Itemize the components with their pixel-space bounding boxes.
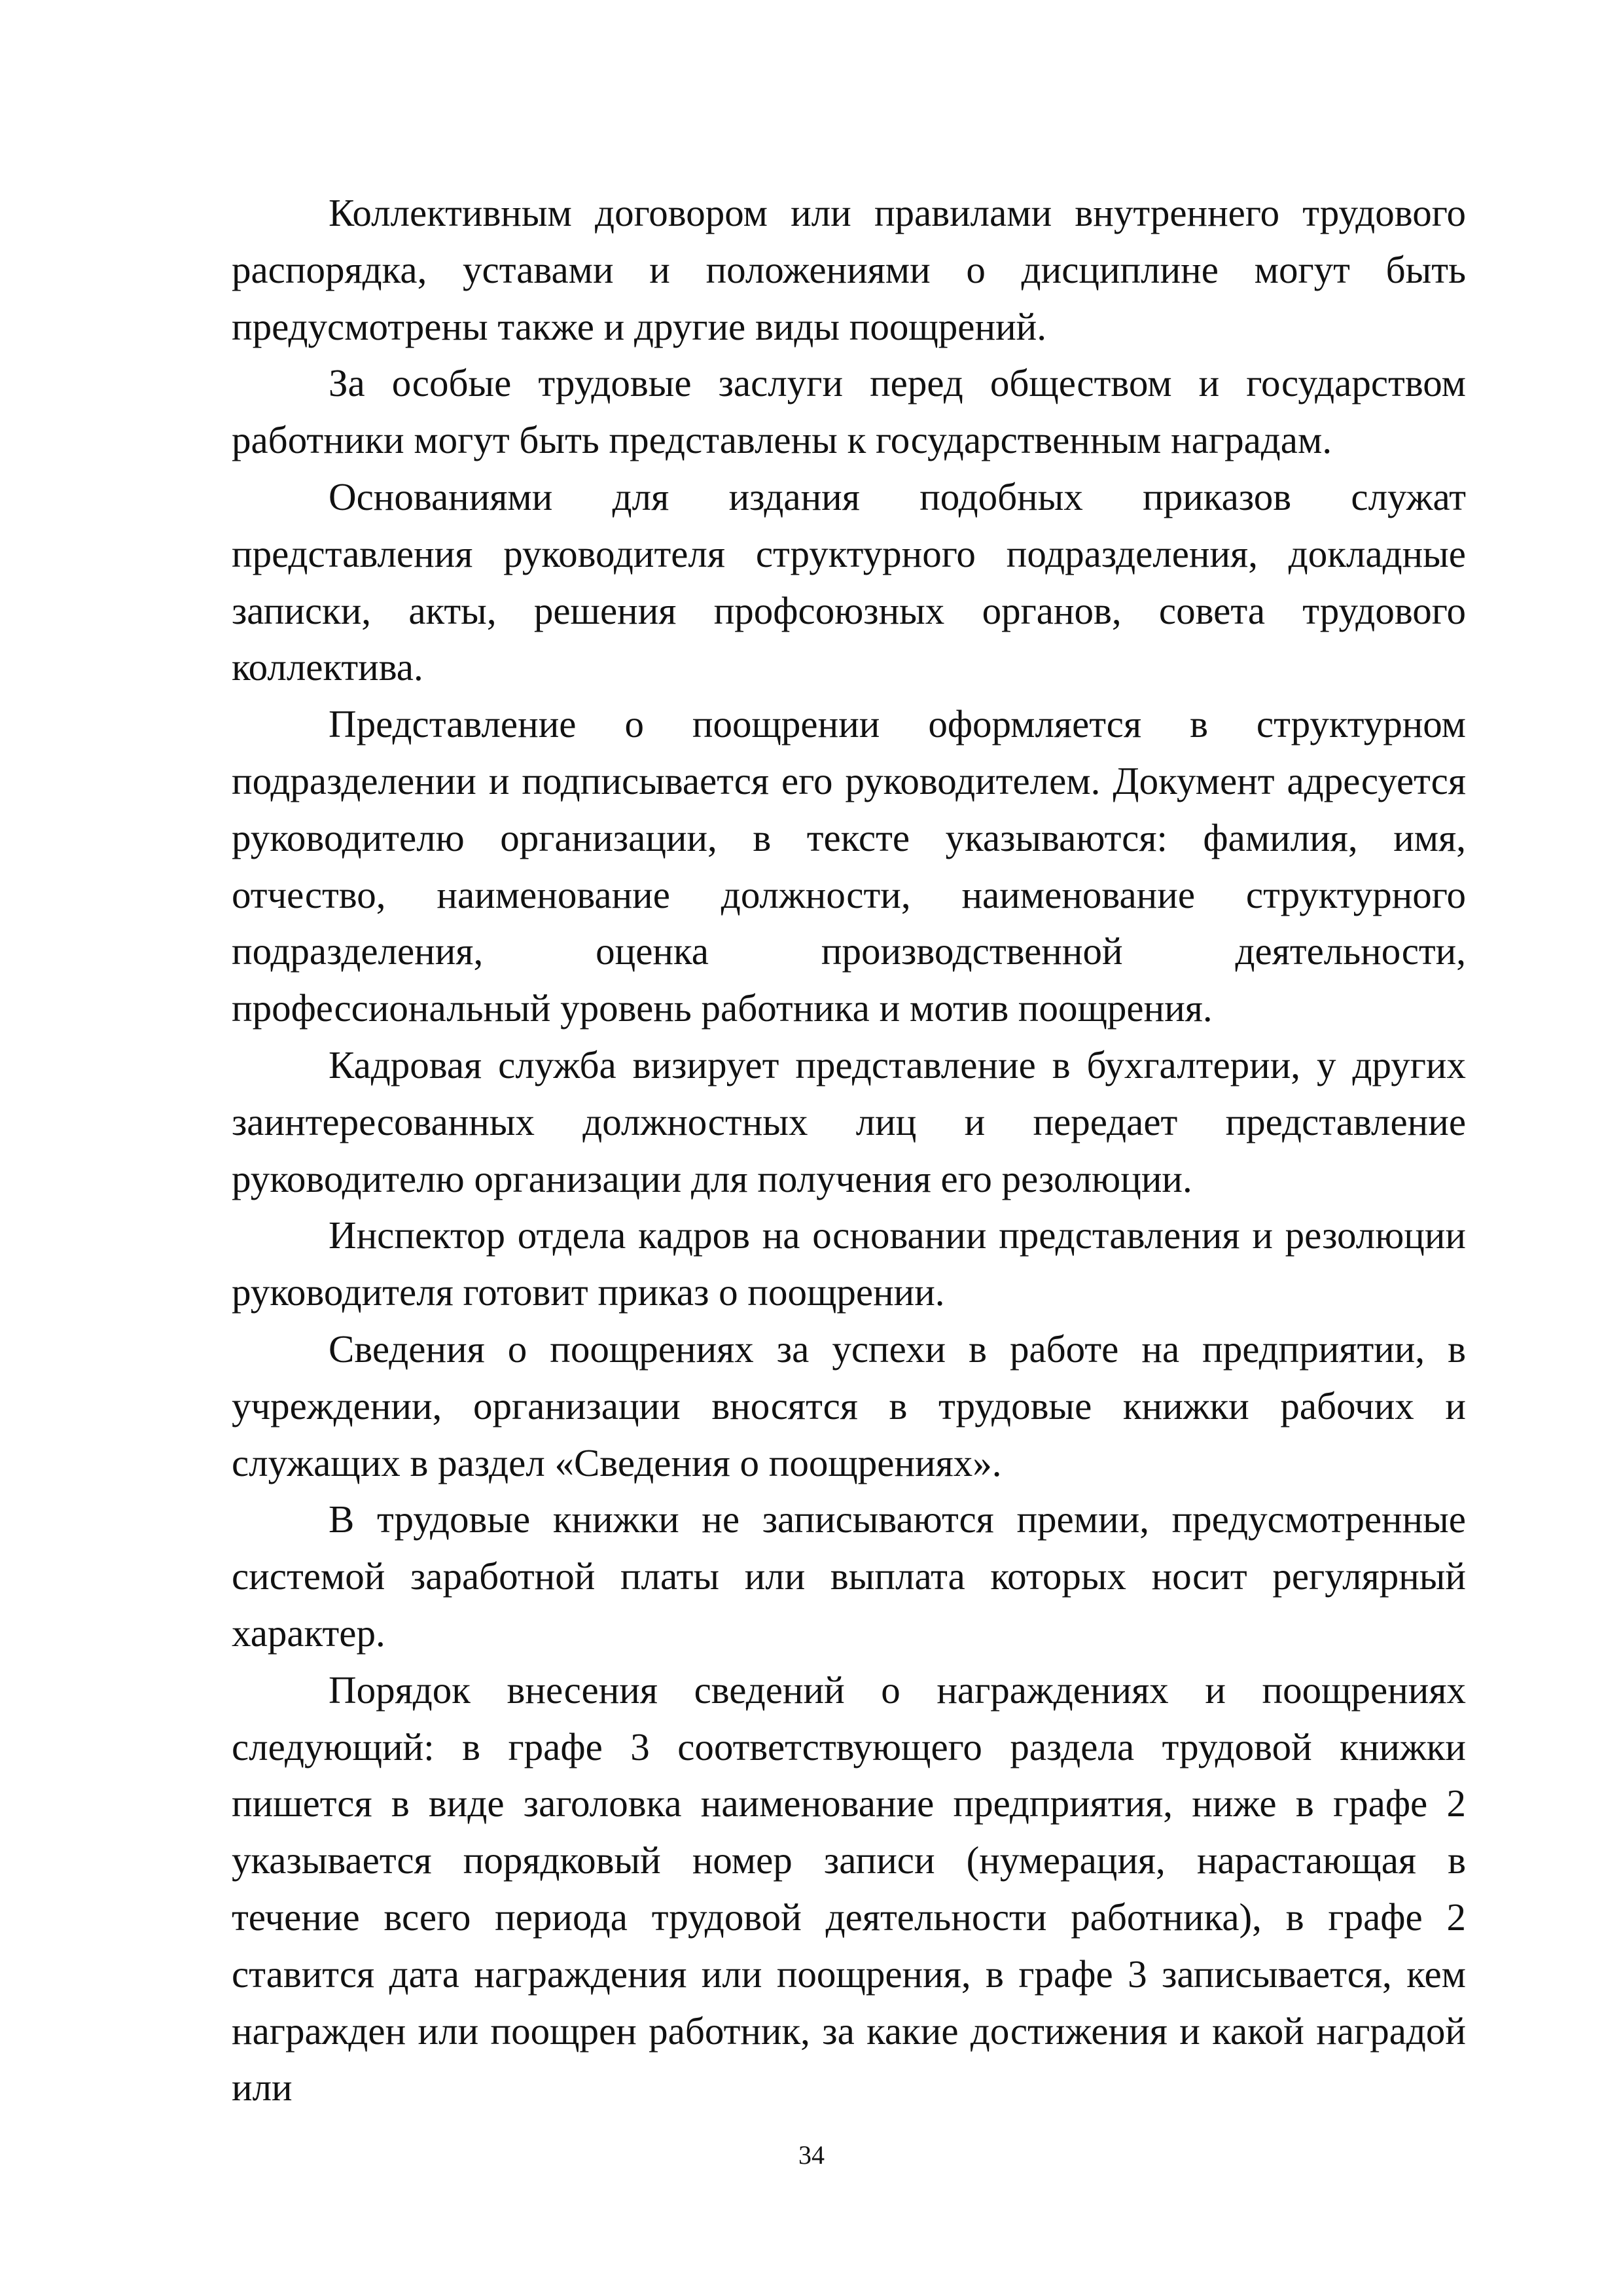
body-text [232,185,1466,2116]
paragraph-2: За особые трудовые заслуги перед обществом и государством работники могут быть представлены к государственным наградам. [232,361,1466,462]
paragraph-4: Представление о поощрении оформляется в структурном подразделении и подписывается его руководителем. Документ адресуется руководителю организации, в тексте указываются: фамилия, имя, отчество, наименование должности, наименование структурного подразделения, оценка производственной деятельности, профессиональный уровень работника и мотив поощрения. [232,702,1466,1030]
paragraph-3: Основаниями для издания подобных приказов служат представления руководителя структурного подразделения, докладные записки, акты, решения профсоюзных органов, совета трудового коллектива. [232,475,1466,689]
paragraph-6: Инспектор отдела кадров на основании представления и резолюции руководителя готовит приказ о поощрении. [232,1213,1466,1314]
paragraph-1: Коллективным договором или правилами внутреннего трудового распорядка, уставами и положениями о дисциплине могут быть предусмотрены также и другие виды поощрений. [232,191,1466,348]
paragraph-8: В трудовые книжки не записываются премии, предусмотренные системой заработной платы или выплата которых носит регулярный характер. [232,1498,1466,1655]
page-number: 34 [798,2140,825,2170]
paragraph-5: Кадровая служба визирует представление в бухгалтерии, у других заинтересованных должностных лиц и передает представление руководителю организации для получения его резолюции. [232,1043,1466,1200]
paragraph-9: Порядок внесения сведений о награждениях и поощрениях следующий: в графе 3 соответствующего раздела трудовой книжки пишется в виде заголовка наименование предприятия, ниже в графе 2 указывается порядковый номер записи (нумерация, нарастающая в течение всего периода трудовой деятельности работника), в графе 2 ставится дата награждения или поощрения, в графе 3 записывается, кем награжден или поощрен работник, за какие достижения и какой наградой или [232,1668,1466,2109]
paragraph-7: Сведения о поощрениях за успехи в работе на предприятии, в учреждении, организации вносятся в трудовые книжки рабочих и служащих в раздел «Сведения о поощрениях». [232,1327,1466,1484]
